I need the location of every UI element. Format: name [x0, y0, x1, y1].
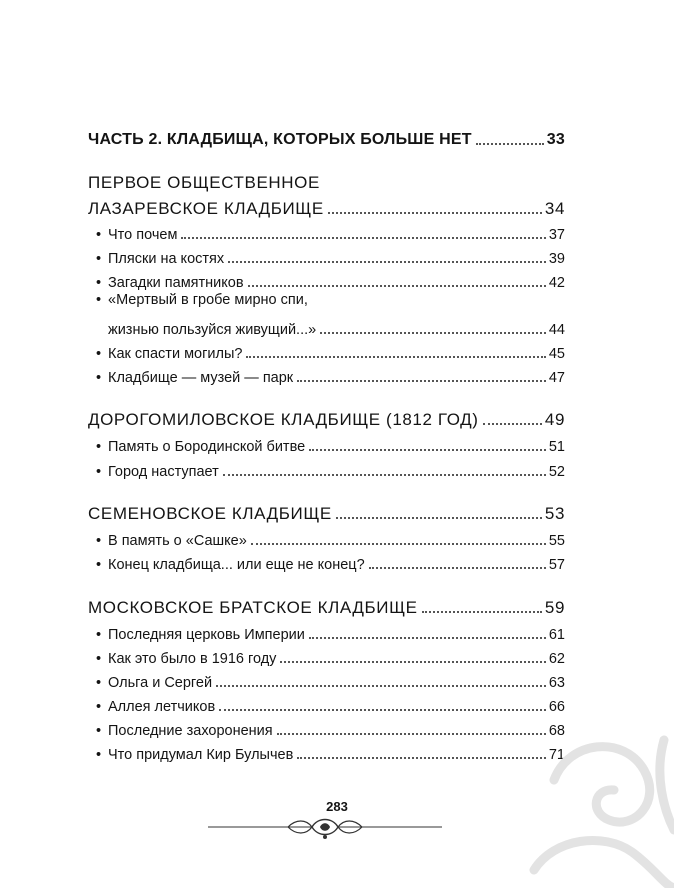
leader-dots — [309, 449, 546, 451]
toc-subentry — [96, 266, 565, 290]
bullet-icon: • — [96, 556, 102, 573]
page-ref: 34 — [544, 199, 565, 218]
bullet-icon: • — [96, 345, 102, 362]
toc-subentry — [96, 242, 565, 266]
page-number: 283 — [326, 799, 348, 814]
leader-dots — [320, 332, 546, 334]
leader-dots — [309, 637, 546, 639]
bullet-icon: • — [96, 746, 102, 763]
page-ref: 63 — [548, 674, 565, 691]
toc-entry-part-2 — [88, 124, 565, 148]
bullet-icon: • — [96, 250, 102, 267]
page-ref: 37 — [548, 226, 565, 243]
leader-dots — [297, 757, 546, 759]
subentry-title: Город наступает — [108, 463, 219, 480]
page-ref: 33 — [546, 131, 565, 148]
subentry-title: Загадки памятников — [108, 274, 244, 291]
section-title: СЕМЕНОВСКОЕ КЛАДБИЩЕ — [88, 504, 332, 523]
bullet-icon: • — [96, 650, 102, 667]
leader-dots — [216, 685, 546, 687]
toc-subentry — [96, 218, 565, 242]
page-ref: 66 — [548, 698, 565, 715]
leader-dots — [483, 423, 542, 425]
subentry-title: Как спасти могилы? — [108, 345, 243, 362]
leader-dots — [223, 474, 546, 476]
toc-entry-bratskoe — [88, 592, 565, 616]
page-ref: 62 — [548, 650, 565, 667]
toc-subentry — [96, 430, 565, 454]
toc-subentry-line1 — [96, 292, 308, 308]
bullet-icon: • — [96, 626, 102, 643]
subentry-title: Что придумал Кир Булычев — [108, 746, 294, 763]
page-ref: 42 — [548, 274, 565, 291]
toc-subentry — [96, 548, 565, 572]
page-ref: 45 — [548, 345, 565, 362]
subentry-title: «Мертвый в гробе мирно спи, — [108, 292, 308, 308]
bullet-icon: • — [96, 274, 102, 291]
page-ref: 59 — [544, 598, 565, 617]
leader-dots — [181, 237, 545, 239]
page-ref: 55 — [548, 532, 565, 549]
subentry-title: жизнью пользуйся живущий...» — [108, 321, 317, 338]
part-title: ЧАСТЬ 2. КЛАДБИЩА, КОТОРЫХ БОЛЬШЕ НЕТ — [88, 131, 472, 148]
subentry-title: Память о Бородинской битве — [108, 438, 306, 455]
leader-dots — [248, 285, 546, 287]
subentry-title: Что почем — [108, 226, 178, 243]
bullet-icon: • — [96, 674, 102, 691]
toc-entry-lazarevskoe — [88, 193, 565, 217]
subentry-title: Последняя церковь Империи — [108, 626, 305, 643]
leader-dots — [219, 709, 546, 711]
toc-subentry — [96, 666, 565, 690]
bullet-icon: • — [96, 369, 102, 386]
leader-dots — [369, 567, 546, 569]
toc-subentry — [96, 337, 565, 361]
leader-dots — [336, 517, 542, 519]
page-ref: 68 — [548, 722, 565, 739]
subentry-title: Кладбище — музей — парк — [108, 369, 294, 386]
page-ref: 53 — [544, 504, 565, 523]
page-ref: 57 — [548, 556, 565, 573]
toc-subentry — [108, 313, 565, 337]
bullet-icon: • — [96, 532, 102, 549]
subentry-title: Конец кладбища... или еще не конец? — [108, 556, 365, 573]
toc-subentry — [96, 361, 565, 385]
page-ref: 51 — [548, 438, 565, 455]
toc-entry-dorogomilovskoe — [88, 404, 565, 428]
subentry-title: Ольга и Сергей — [108, 674, 213, 691]
section-title: МОСКОВСКОЕ БРАТСКОЕ КЛАДБИЩЕ — [88, 598, 418, 617]
page-ref: 71 — [548, 746, 565, 763]
leader-dots — [228, 261, 546, 263]
toc-subentry — [96, 714, 565, 738]
decorative-swirl-icon — [514, 720, 674, 888]
toc-subentry — [96, 618, 565, 642]
page-ref: 47 — [548, 369, 565, 386]
leader-dots — [277, 733, 546, 735]
leader-dots — [297, 380, 546, 382]
toc-subentry — [96, 524, 565, 548]
toc-subentry — [96, 642, 565, 666]
page-ref: 39 — [548, 250, 565, 267]
bullet-icon: • — [96, 438, 102, 455]
bullet-icon: • — [96, 292, 102, 308]
page-ref: 49 — [544, 410, 565, 429]
toc-subentry — [96, 738, 565, 762]
subentry-title: Аллея летчиков — [108, 698, 216, 715]
section-title: ДОРОГОМИЛОВСКОЕ КЛАДБИЩЕ (1812 ГОД) — [88, 410, 479, 429]
page-ref: 61 — [548, 626, 565, 643]
page-ref: 52 — [548, 463, 565, 480]
bullet-icon: • — [96, 698, 102, 715]
leader-dots — [246, 356, 545, 358]
bullet-icon: • — [96, 226, 102, 243]
section-title-lazarevskoe-line1: ПЕРВОЕ ОБЩЕСТВЕННОЕ — [88, 173, 320, 192]
leader-dots — [280, 661, 545, 663]
leader-dots — [476, 143, 544, 145]
subentry-title: Пляски на костях — [108, 250, 225, 267]
footer-ornament-icon — [208, 815, 442, 841]
toc-entry-semenovskoe — [88, 498, 565, 522]
toc-subentry — [96, 455, 565, 479]
page-ref: 44 — [548, 321, 565, 338]
toc-subentry — [96, 690, 565, 714]
bullet-icon: • — [96, 722, 102, 739]
section-title: ЛАЗАРЕВСКОЕ КЛАДБИЩЕ — [88, 199, 324, 218]
subentry-title: Как это было в 1916 году — [108, 650, 277, 667]
leader-dots — [422, 611, 542, 613]
bullet-icon: • — [96, 463, 102, 480]
subentry-title: В память о «Сашке» — [108, 532, 247, 549]
leader-dots — [251, 543, 546, 545]
leader-dots — [328, 212, 542, 214]
subentry-title: Последние захоронения — [108, 722, 273, 739]
